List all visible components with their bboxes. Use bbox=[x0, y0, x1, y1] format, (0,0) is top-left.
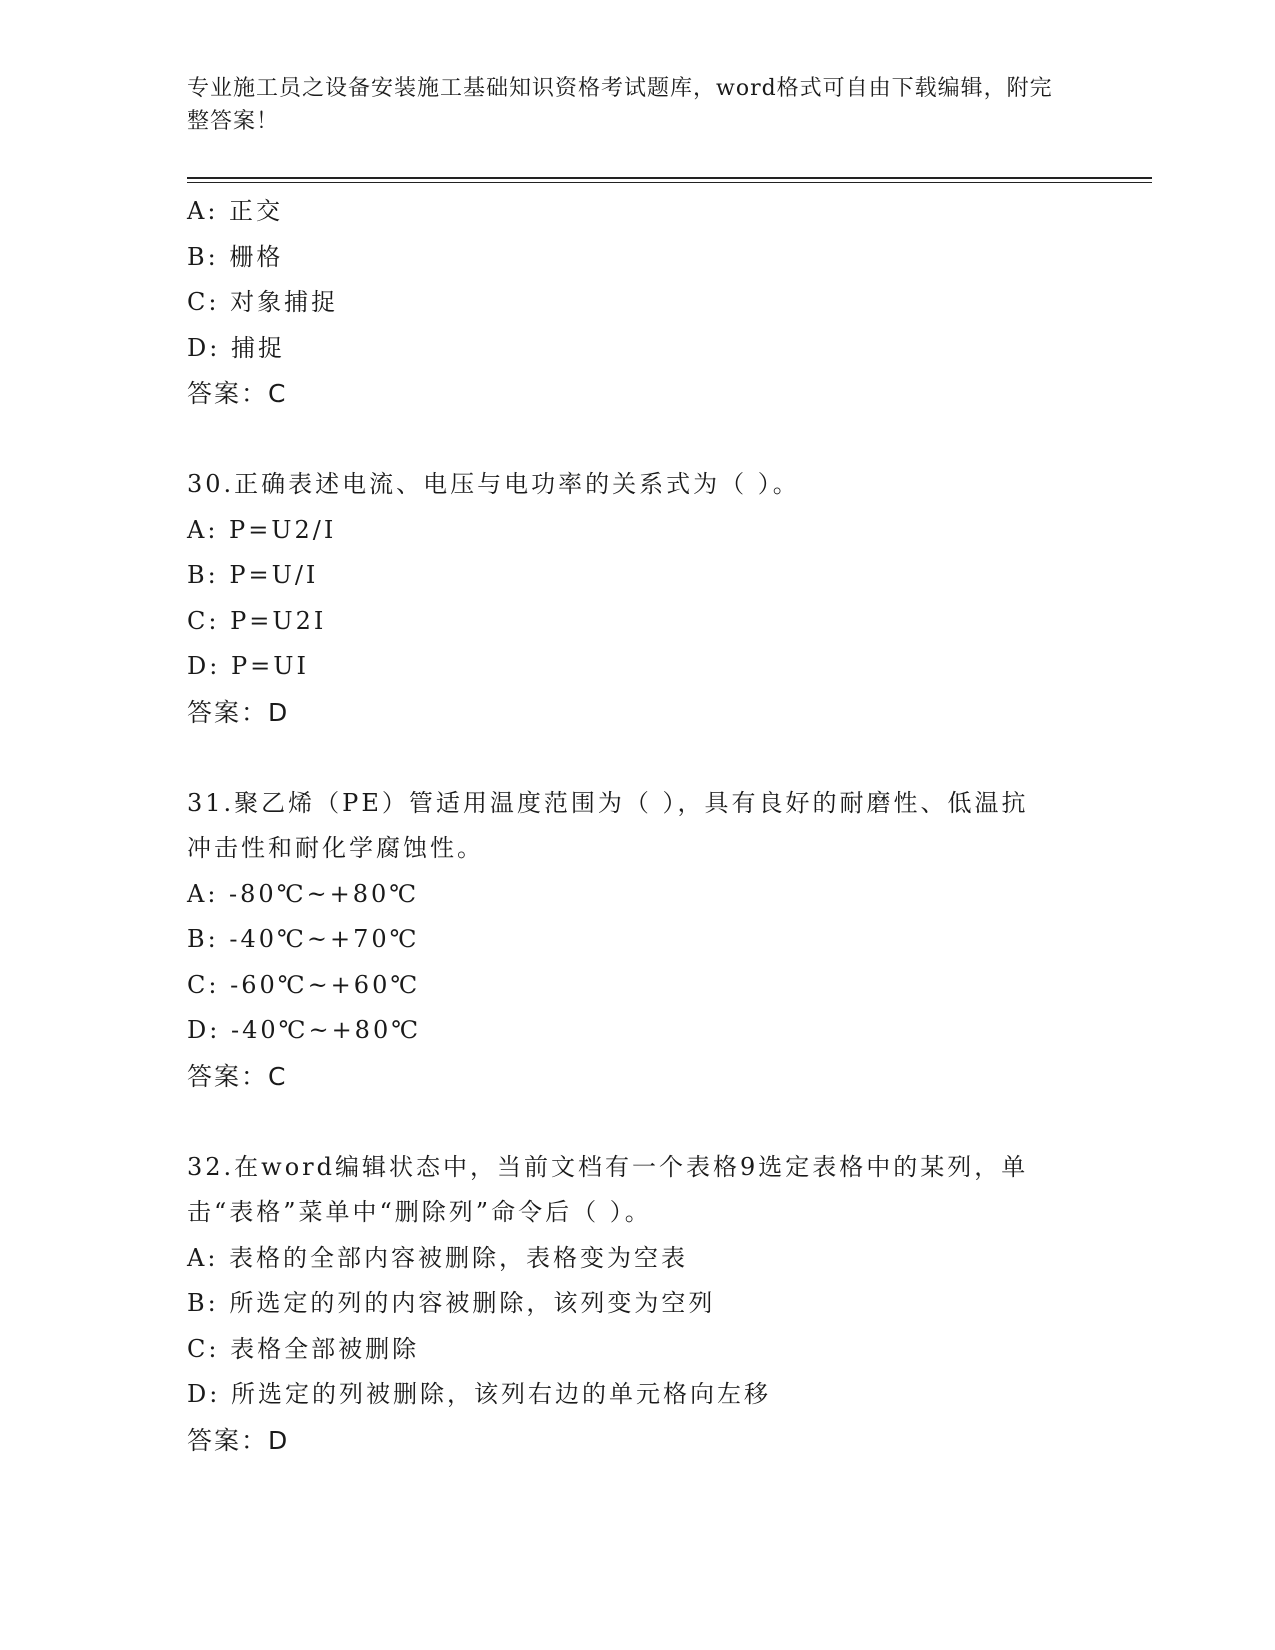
q32-answer: 答案：D bbox=[187, 1425, 290, 1455]
q29-option-b: B: 栅格 bbox=[187, 242, 284, 271]
q31-option-a: A: -80℃~+80℃ bbox=[187, 879, 420, 908]
q31-stem: 31.聚乙烯（PE）管适用温度范围为（ ），具有良好的耐磨性、低温抗冲击性和耐化学腐蚀性。 bbox=[187, 788, 1029, 862]
q30-stem: 30.正确表述电流、电压与电功率的关系式为（ ）。 bbox=[187, 470, 800, 498]
q31-option-c: C: -60℃~+60℃ bbox=[187, 970, 421, 999]
q29-option-c: C: 对象捕捉 bbox=[187, 288, 339, 316]
q32-option-b: B: 所选定的列的内容被删除，该列变为空列 bbox=[187, 1289, 716, 1317]
q29-option-d: D: 捕捉 bbox=[187, 333, 285, 362]
q29-answer: 答案：C bbox=[187, 379, 288, 408]
question-content bbox=[187, 189, 1087, 1463]
q31-answer: 答案：C bbox=[187, 1061, 288, 1091]
q31-option-b: B: -40℃~+70℃ bbox=[187, 925, 420, 953]
spacer bbox=[187, 1099, 1087, 1145]
header-rule-thin bbox=[187, 182, 1152, 183]
document-header: 专业施工员之设备安装施工基础知识资格考试题库，word格式可自由下载编辑，附完整答案！ bbox=[187, 76, 1053, 134]
q30-option-c: C: P=U2I bbox=[187, 606, 327, 635]
q32-option-a: A: 表格的全部内容被删除，表格变为空表 bbox=[187, 1243, 689, 1272]
header-rule-thick bbox=[187, 177, 1152, 179]
q32-stem: 32.在word编辑状态中，当前文档有一个表格9选定表格中的某列，单击“表格”菜单中“删除列”命令后（ ）。 bbox=[187, 1152, 1029, 1226]
q30-option-a: A: P=U2/I bbox=[187, 515, 337, 544]
q30-answer: 答案：D bbox=[187, 697, 290, 727]
q29-option-a: A: 正交 bbox=[187, 197, 284, 225]
q32-option-c: C: 表格全部被删除 bbox=[187, 1334, 420, 1363]
q32-option-d: D: 所选定的列被删除，该列右边的单元格向左移 bbox=[187, 1380, 771, 1408]
q30-option-b: B: P=U/I bbox=[187, 561, 319, 589]
q31-option-d: D: -40℃~+80℃ bbox=[187, 1016, 422, 1044]
spacer bbox=[187, 735, 1087, 781]
spacer bbox=[187, 417, 1087, 463]
q30-option-d: D: P=UI bbox=[187, 652, 309, 680]
